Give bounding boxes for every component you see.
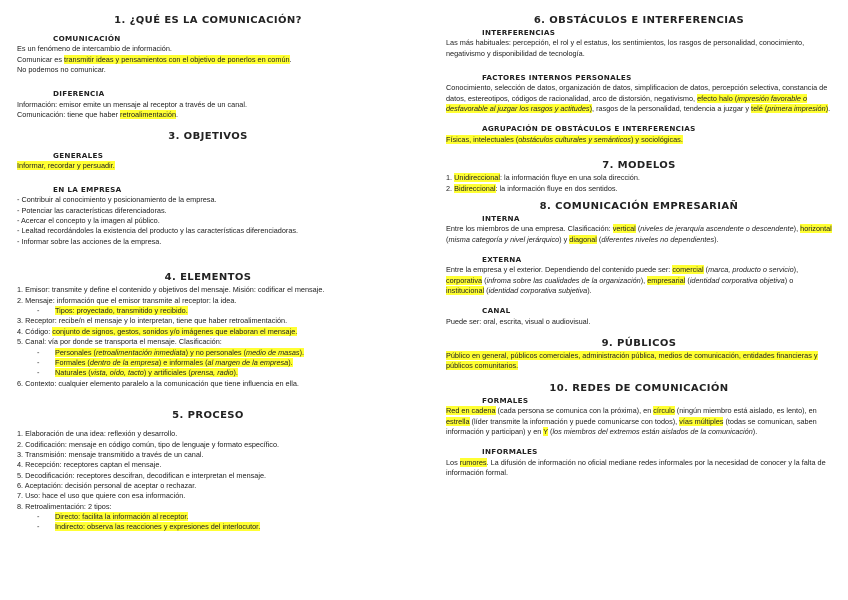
list-item: 5. Canal: vía por donde se transporta el mensaje. Clasificación: bbox=[17, 337, 222, 347]
list-item: 5. Decodificación: receptores descifran, decodifican e interpretan el mensaje. bbox=[17, 470, 267, 480]
highlight: Físicas, intelectuales (obstáculos culturales y semánticos) y sociológicas. bbox=[446, 134, 683, 144]
highlight: corporativa bbox=[446, 275, 483, 285]
highlight: horizontal bbox=[800, 224, 832, 234]
paragraph bbox=[446, 351, 832, 372]
paragraph: Los rumores. La difusión de información no oficial mediane redes informales por la necesidad de conocer y la falta de información formal. bbox=[446, 457, 826, 477]
section-title-10: 10. REDES DE COMUNICACIÓN bbox=[549, 382, 729, 394]
highlight: transmitir ideas y pensamientos con el objetivo de ponerlos en común bbox=[64, 54, 290, 64]
highlight: conjunto de signos, gestos, sonidos y/o imágenes que elaboran el mensaje. bbox=[52, 326, 298, 336]
highlight: Directo: facilita la información al receptor. bbox=[55, 512, 189, 522]
list-item: 7. Uso: hace el uso que quiere con esa información. bbox=[17, 491, 186, 501]
subheading-agrupacion: AGRUPACIÓN DE OBSTÁCULOS E INTERFERENCIAS bbox=[482, 124, 696, 134]
highlight: efecto halo (impresión favorable o desfavorable al juzgar los rasgos y actitudes) bbox=[446, 93, 808, 114]
highlight: Informar, recordar y persuadir. bbox=[17, 160, 115, 170]
highlight: Personales (retroalimentación inmediata) y no personales (medio de masas). bbox=[55, 347, 305, 357]
highlight: retroalimentación bbox=[120, 110, 177, 120]
list-item: - Informar sobre las acciones de la empresa. bbox=[17, 236, 162, 246]
list-item: 3. Transmisión: mensaje transmitido a través de un canal. bbox=[17, 449, 204, 459]
list-item: 1. Emisor: transmite y define el contenido y objetivos del mensaje. Misión: codificar el mensaje. bbox=[17, 285, 325, 295]
list-subitem bbox=[17, 348, 399, 358]
section-title-3: 3. OBJETIVOS bbox=[168, 131, 248, 143]
list-subitem bbox=[17, 358, 399, 368]
section-title-4: 4. ELEMENTOS bbox=[164, 272, 252, 284]
list-item: 4. Recepción: receptores captan el mensaje. bbox=[17, 460, 162, 470]
highlight: Red en cadena bbox=[446, 406, 496, 416]
list-item: - Lealtad recordándoles la existencia del producto y las características diferenciadoras. bbox=[17, 226, 299, 236]
list-subitem bbox=[17, 368, 399, 378]
list-item: - Potenciar las características diferenciadoras. bbox=[17, 205, 167, 215]
highlight: telé (primera impresión) bbox=[751, 104, 829, 114]
subheading-externa: EXTERNA bbox=[482, 255, 522, 265]
section-title-1: 1. ¿QUÉ ES LA COMUNICACIÓN? bbox=[114, 15, 302, 26]
subheading-canal: CANAL bbox=[482, 306, 511, 316]
list-item: 4. Código: conjunto de signos, gestos, sonidos y/o imágenes que elaboran el mensaje. bbox=[17, 326, 298, 336]
subheading-generales: GENERALES bbox=[53, 150, 104, 160]
paragraph: Puede ser: oral, escrita, visual o audiovisual. bbox=[446, 316, 591, 326]
section-title-8: 8. COMUNICACIÓN EMPRESARIAÑ bbox=[539, 200, 739, 212]
highlight: institucional bbox=[446, 285, 485, 295]
list-item: - Contribuir al conocimiento y posicionamiento de la empresa. bbox=[17, 195, 217, 205]
highlight: comercial bbox=[672, 265, 704, 275]
highlight: Bidireccional bbox=[454, 183, 496, 193]
subheading-formales: FORMALES bbox=[482, 396, 529, 405]
list-item: 1. Elaboración de una idea: reflexión y desarrollo. bbox=[17, 429, 178, 439]
highlight: Unidireccional bbox=[454, 173, 500, 183]
paragraph: Red en cadena (cada persona se comunica con la próxima), en círculo (ningún miembro está aislado, es lento), en estrella (líder transmite la información y puede comunicarse con todos), vías múltiples (todas se comunican, saben información y participan) y en Y (los miembros del extremos están aislados de la comunicación). bbox=[446, 406, 817, 436]
list-item: 3. Receptor: recibe/n el mensaje y lo interpretan, tiene que haber retroalimentación. bbox=[17, 316, 288, 326]
highlight: Naturales (vista, oído, tacto) y artificiales (prensa, radio). bbox=[55, 368, 238, 378]
text-line: Es un fenómeno de intercambio de información. bbox=[17, 44, 172, 54]
highlight: círculo bbox=[653, 406, 675, 416]
right-column bbox=[446, 14, 832, 478]
highlight: Y bbox=[543, 426, 548, 436]
highlight: estrella bbox=[446, 416, 470, 426]
text-line bbox=[17, 161, 399, 171]
highlight: rumores bbox=[459, 457, 487, 467]
paragraph: Conocimiento, selección de datos, organización de datos, simplificacion de datos, percepción selectiva, constancia de datos, estereotipos, códigos de racionalidad, arco de distorsión, negativismo, efecto halo (impresión favorable o desfavorable al juzgar los rasgos y actitudes), rasgos de la personalidad, tendencia a juzgar y telé (primera impresión). bbox=[446, 83, 831, 114]
subheading-empresa: EN LA EMPRESA bbox=[53, 185, 122, 195]
section-title-9: 9. PÚBLICOS bbox=[601, 337, 677, 349]
section-title-5: 5. PROCESO bbox=[172, 409, 244, 421]
subheading-comunicacion: COMUNICACIÓN bbox=[53, 34, 121, 44]
list-item: 2. Codificación: mensaje en código común, tipo de lenguaje y formato específico. bbox=[17, 439, 280, 449]
list-subitem bbox=[17, 522, 399, 532]
list-item: - Acercar el concepto y la imagen al público. bbox=[17, 216, 160, 226]
subheading-informales: INFORMALES bbox=[482, 447, 538, 457]
list-subitem bbox=[17, 512, 399, 522]
text-line: Comunicar es transmitir ideas y pensamientos con el objetivo de ponerlos en común. bbox=[17, 54, 292, 64]
paragraph: Entre los miembros de una empresa. Clasificación: vertical (niveles de jerarquía ascendente o descendente), horizontal (misma categoría y nivel jerárquico) y diagonal (diferentes niveles no dependientes). bbox=[446, 224, 832, 244]
paragraph: Entre la empresa y el exterior. Dependiendo del contenido puede ser: comercial (marca, producto o servicio), corporativa (infroma sobre las cualidades de la organización), empresarial (identidad corporativa objetiva) o institucional (identidad corporativa subjetiva). bbox=[446, 265, 799, 295]
highlight: vertical bbox=[612, 224, 636, 234]
subheading-interna: INTERNA bbox=[482, 214, 520, 224]
section-title-7: 7. MODELOS bbox=[602, 160, 676, 171]
left-column bbox=[17, 14, 399, 533]
paragraph: Las más habituales: percepción, el rol y el estatus, los sentimientos, los rasgos de personalidad, conocimiento, negativismo y disponibilidad de tecnología. bbox=[446, 38, 805, 58]
subheading-interferencias: INTERFERENCIAS bbox=[482, 28, 556, 38]
highlight: empresarial bbox=[647, 275, 686, 285]
text-line: Información: emisor emite un mensaje al receptor a través de un canal. bbox=[17, 99, 247, 109]
highlight: diagonal bbox=[569, 234, 597, 244]
list-item: 2. Mensaje: información que el emisor transmite al receptor: la idea. bbox=[17, 295, 237, 305]
list-item: 6. Aceptación: decisión personal de aceptar o rechazar. bbox=[17, 480, 197, 490]
list-item: 8. Retroalimentación: 2 tipos: bbox=[17, 501, 112, 511]
highlight: Indirecto: observa las reacciones y expresiones del interlocutor. bbox=[55, 522, 261, 532]
text-line: Comunicación: tiene que haber retroalimentación. bbox=[17, 110, 179, 120]
highlight: Formales (dentro de la empresa) e informales (al margen de la empresa). bbox=[55, 357, 293, 367]
list-item: 2. Bidireccional: la información fluye en dos sentidos. bbox=[446, 183, 618, 193]
subheading-factores: FACTORES INTERNOS PERSONALES bbox=[482, 73, 632, 83]
text-line: No podemos no comunicar. bbox=[17, 65, 106, 75]
section-title-6: 6. OBSTÁCULOS E INTERFERENCIAS bbox=[533, 15, 745, 26]
list-item: 6. Contexto: cualquier elemento paralelo a la comunicación que tiene influencia en ella. bbox=[17, 378, 299, 388]
list-item: 1. Unidireccional: la información fluye en una sola dirección. bbox=[446, 173, 640, 183]
highlight: vías múltiples bbox=[679, 416, 724, 426]
highlight: Público en general, públicos comerciales, administración pública, medios de comunicación, entidades financieras y públicos comunitarios. bbox=[446, 351, 818, 371]
highlight: Tipos: proyectado, transmitido y recibido. bbox=[55, 306, 188, 316]
subheading-diferencia: DIFERENCIA bbox=[53, 89, 105, 99]
paragraph bbox=[446, 135, 832, 145]
list-subitem bbox=[17, 306, 399, 316]
